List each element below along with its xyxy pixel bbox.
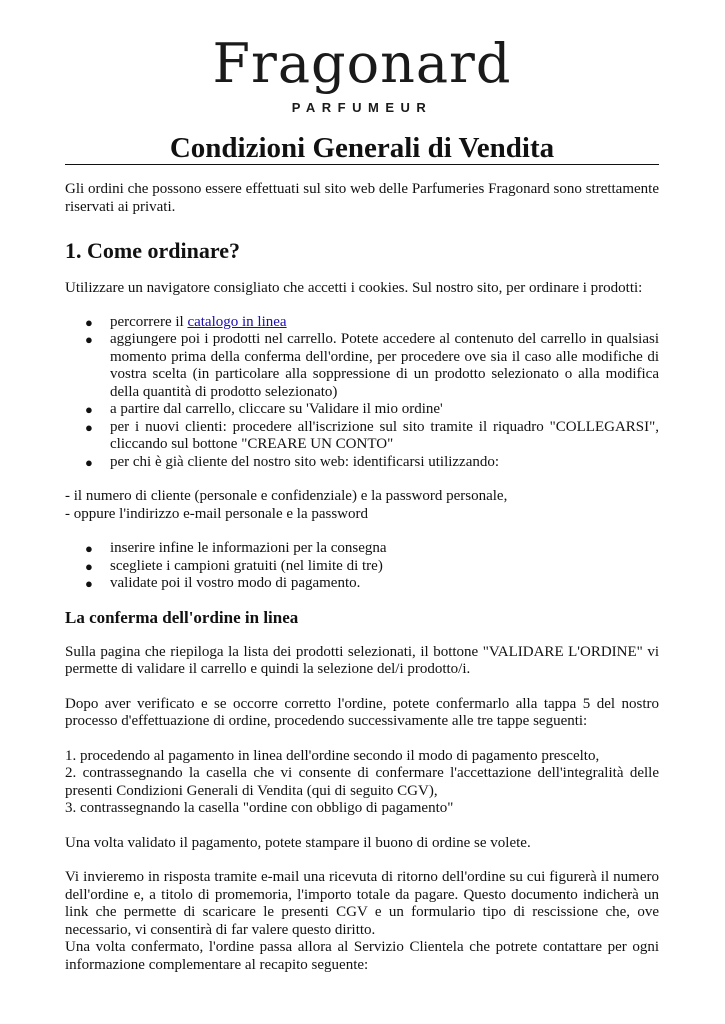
confirm-paragraph: Dopo aver verificato e se occorre corretto l'ordine, potete confermarlo alla tappa 5 del nostro processo d'effettuazione di ordine, procedendo successivamente alle tre tappe seguenti: (65, 695, 659, 729)
bullet-icon: ● (85, 558, 93, 574)
confirm-paragraph: Una volta validato il pagamento, potete stampare il buono di ordine se volete. (65, 834, 531, 851)
intro-paragraph: Gli ordini che possono essere effettuati sul sito web delle Parfumeries Fragonard sono strettamente riservati ai privati. (65, 181, 659, 215)
list-item: ● percorrere il catalogo in linea (85, 313, 287, 330)
list-item: ● aggiungere poi i prodotti nel carrello. Potete accedere al contenuto del carrello in qualsiasi momento prima della conferma dell'ordine, per procedere ove sia il caso alle modifiche di vostra scelta (in particolare alla soppressione di un prodotto selezionato o alla modifica della quantità di prodotto selezionato) (85, 331, 659, 400)
bullet-icon: ● (85, 576, 93, 591)
bullet-icon: ● (85, 419, 93, 435)
bullet-icon: ● (85, 402, 93, 417)
list-item: ● per i nuovi clienti: procedere all'iscrizione sul sito tramite il riquadro "COLLEGARSI", cliccando sul bottone "CREARE UN CONTO" (85, 418, 659, 452)
list-item: ● scegliete i campioni gratuiti (nel limite di tre) (85, 557, 383, 574)
confirm-step: 2. contrassegnando la casella che vi consente di confermare l'accettazione dell'integralità delle presenti Condizioni Generali di Vendita (qui di seguito CGV), (65, 765, 659, 799)
confirm-paragraph: Vi invieremo in risposta tramite e-mail una ricevuta di ritorno dell'ordine su cui figurerà il numero dell'ordine e, a titolo di promemoria, l'importo totale da pagare. Questo documento indicherà un link che permette di scaricare le presenti CGV e un formulario tipo di rescissione che, ove necessario, vi consentirà di far valere questo diritto. (65, 869, 659, 938)
section-heading-conferma: La conferma dell'ordine in linea (65, 607, 299, 627)
title-divider (65, 164, 659, 165)
page-title: Condizioni Generali di Vendita (169, 132, 555, 164)
document-body (65, 181, 659, 974)
order-steps-list (65, 314, 659, 472)
login-line: - il numero di cliente (personale e confidenziale) e la password personale, (65, 488, 508, 504)
catalog-link[interactable]: catalogo in linea (187, 313, 287, 330)
login-line: - oppure l'indirizzo e-mail personale e la password (65, 505, 369, 522)
confirm-step: 1. procedendo al pagamento in linea dell'ordine secondo il modo di pagamento prescelto, (65, 747, 600, 764)
checkout-steps-list (65, 540, 659, 593)
bullet-icon: ● (85, 314, 93, 330)
confirm-paragraph: Una volta confermato, l'ordine passa allora al Servizio Clientela che potrete contattare per ogni informazione complementare al recapito seguente: (65, 939, 659, 973)
list-item: ● per chi è già cliente del nostro sito web: identificarsi utilizzando: (85, 453, 500, 470)
brand-tagline: PARFUMEUR (291, 100, 433, 115)
brand-logo: Fragonard (212, 32, 512, 95)
section-heading-come-ordinare: 1. Come ordinare? (65, 238, 240, 263)
bullet-icon: ● (85, 332, 93, 347)
list-item: ● a partire dal carrello, cliccare su 'Validare il mio ordine' (85, 401, 443, 417)
order-lead-paragraph: Utilizzare un navigatore consigliato che accetti i cookies. Sul nostro sito, per ordinare i prodotti: (65, 280, 643, 296)
bullet-icon: ● (85, 454, 93, 470)
confirm-step: 3. contrassegnando la casella "ordine con obbligo di pagamento" (65, 800, 454, 816)
bullet-icon: ● (85, 541, 93, 556)
confirm-paragraph: Sulla pagina che riepiloga la lista dei prodotti selezionati, il bottone "VALIDARE L'ORDINE" vi permette di validare il carrello e quindi la selezione del/i prodotto/i. (65, 643, 659, 677)
list-item: ● inserire infine le informazioni per la consegna (85, 540, 387, 556)
list-item: ● validate poi il vostro modo di pagamento. (85, 575, 361, 591)
